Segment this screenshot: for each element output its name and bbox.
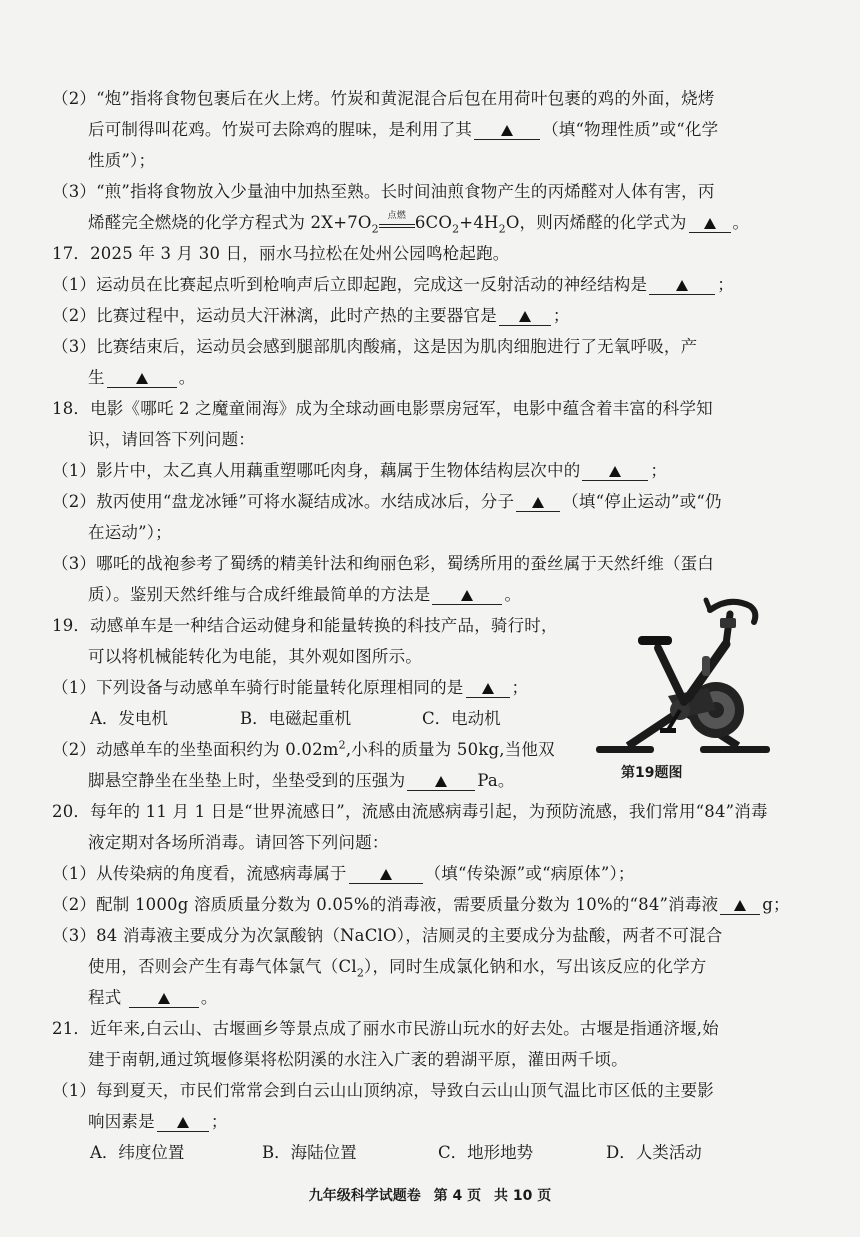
option-b: B．电磁起重机 [240, 709, 352, 728]
answer-blank[interactable] [689, 214, 731, 233]
q18-stem-line2: 识，请回答下列问题： [88, 430, 255, 449]
answer-blank[interactable] [407, 772, 475, 791]
q19-part1: （1）下列设备与动感单车骑行时能量转化原理相同的是 ； [52, 678, 529, 697]
answer-blank[interactable] [129, 989, 199, 1008]
q20-part3-line1: （3）84 消毒液主要成分为次氯酸钠（NaClO），洁厕灵的主要成分为盐酸，两者不可混合 [52, 926, 723, 945]
page-footer [0, 1185, 860, 1205]
q20-stem-line2: 液定期对各场所消毒。请回答下列问题： [88, 833, 389, 852]
triangle-marker-icon [609, 466, 621, 477]
answer-blank[interactable] [466, 679, 510, 698]
q19-part2-line1: （2）动感单车的坐垫面积约为 $0.02m^2$,小科的质量为 50kg,当他双 [52, 738, 555, 759]
triangle-marker-icon [380, 869, 392, 880]
option-c: C．电动机 [422, 709, 501, 728]
triangle-marker-icon [177, 1117, 189, 1128]
q19-stem-line1: 19．动感单车是一种结合运动健身和能量转换的科技产品，骑行时， [52, 616, 558, 635]
q21-stem-line1: 21．近年来,白云山、古堰画乡等景点成了丽水市民游山玩水的好去处。古堰是指通济堰,始 [52, 1019, 719, 1038]
answer-blank[interactable] [649, 276, 715, 295]
triangle-marker-icon [482, 683, 494, 694]
answer-blank[interactable] [499, 307, 551, 326]
triangle-marker-icon [158, 993, 170, 1004]
q20-part3-line3: 程式 。 [88, 988, 218, 1007]
footer-total-pages: 共 10 页 [494, 1188, 552, 1204]
answer-blank[interactable] [720, 896, 760, 915]
q17-part3-line1: （3）比赛结束后，运动员会感到腿部肌肉酸痛，这是因为肌肉细胞进行了无氧呼吸，产 [52, 337, 698, 356]
q21-options [90, 1142, 702, 1164]
q18-stem-line1: 18．电影《哪吒 2 之魔童闹海》成为全球动画电影票房冠军，电影中蕴含着丰富的科学知 [52, 399, 713, 418]
q18-part3-line1: （3）哪吒的战袍参考了蜀绣的精美针法和绚丽色彩，蜀绣所用的蚕丝属于天然纤维（蛋白 [52, 554, 714, 573]
triangle-marker-icon [734, 900, 746, 911]
answer-blank[interactable] [432, 586, 502, 605]
q21-part1-line1: （1）每到夏天，市民们常常会到白云山山顶纳凉，导致白云山山顶气温比市区低的主要影 [52, 1081, 714, 1100]
reaction-arrow: 点燃 [379, 215, 415, 228]
answer-blank[interactable] [349, 865, 423, 884]
footer-page-number: 第 4 页 [433, 1188, 482, 1204]
q18-part2-line1: （2）敖丙使用“盘龙冰锤”可将水凝结成冰。水结成冰后，分子 （填“停止运动”或“仍 [52, 492, 722, 511]
answer-blank[interactable] [582, 462, 648, 481]
q16-part3-equation-line: 烯醛完全燃烧的化学方程式为 $2X+7O_2$ 点燃 $6CO_2+4H_2O$，则丙烯醛的化学式为 。 [88, 211, 750, 236]
q21-stem-line2: 建于南朝,通过筑堰修渠将松阴溪的水注入广袤的碧湖平原，灌田两千顷。 [88, 1050, 628, 1069]
answer-blank[interactable] [474, 121, 540, 140]
triangle-marker-icon [704, 218, 716, 229]
q20-part3-line2: 使用，否则会产生有毒气体氯气$(Cl_2)$，同时生成氯化钠和水，写出该反应的化学方 [88, 957, 707, 980]
triangle-marker-icon [676, 280, 688, 291]
q20-part2: （2）配制 1000g 溶质质量分数为 0.05%的消毒液，需要质量分数为 10%的“84”消毒液 g； [52, 895, 790, 914]
triangle-marker-icon [519, 311, 531, 322]
q16-part3-line1: （3）“煎”指将食物放入少量油中加热至熟。长时间油煎食物产生的丙烯醛对人体有害，丙 [52, 182, 715, 201]
answer-blank[interactable] [157, 1113, 209, 1132]
triangle-marker-icon [501, 125, 513, 136]
q20-part1: （1）从传染病的角度看，流感病毒属于 （填“传染源”或“病原体”）； [52, 864, 635, 883]
q16-part2-line2: 后可制得叫花鸡。竹炭可去除鸡的腥味，是利用了其 （填“物理性质”或“化学 [88, 120, 719, 139]
q20-stem-line1: 20．每年的 11 月 1 日是“世界流感日”，流感由流感病毒引起，为预防流感，我们常用“84”消毒 [52, 802, 768, 821]
triangle-marker-icon [435, 776, 447, 787]
option-b: B．海陆位置 [262, 1143, 357, 1162]
q17-part2: （2）比赛过程中，运动员大汗淋漓，此时产热的主要器官是 ； [52, 306, 570, 325]
option-d: D．人类活动 [606, 1143, 702, 1162]
q19-part2-line2: 脚悬空静坐在坐垫上时，坐垫受到的压强为 Pa。 [88, 771, 515, 790]
q17-part1: （1）运动员在比赛起点听到枪响声后立即起跑，完成这一反射活动的神经结构是 ； [52, 275, 734, 294]
q16-part2-line1: （2）“炮”指将食物包裹后在火上烤。竹炭和黄泥混合后包在用荷叶包裹的鸡的外面，烧烤 [52, 89, 715, 108]
q16-part2-line3: 性质”）； [88, 151, 156, 170]
q19-stem-line2: 可以将机械能转化为电能，其外观如图所示。 [88, 647, 422, 666]
figure-caption: 第19题图 [621, 765, 683, 781]
exercise-bike-figure [588, 592, 776, 764]
q19-options [90, 708, 501, 730]
q18-part2-line2: 在运动”）； [88, 523, 172, 542]
answer-blank[interactable] [516, 493, 560, 512]
q21-part1-line2: 响因素是 ； [88, 1112, 228, 1131]
triangle-marker-icon [461, 590, 473, 601]
answer-blank[interactable] [107, 369, 177, 388]
q18-part1: （1）影片中，太乙真人用藕重塑哪吒肉身，藕属于生物体结构层次中的 ； [52, 461, 668, 480]
q18-part3-line2: 质）。鉴别天然纤维与合成纤维最简单的方法是 。 [88, 585, 522, 604]
triangle-marker-icon [532, 497, 544, 508]
option-a: A．纬度位置 [90, 1143, 185, 1162]
q17-stem: 17．2025 年 3 月 30 日，丽水马拉松在处州公园鸣枪起跑。 [52, 244, 510, 263]
option-c: C．地形地势 [438, 1143, 534, 1162]
footer-title: 九年级科学试题卷 [308, 1188, 421, 1204]
q17-part3-line2: 生 。 [88, 368, 196, 387]
triangle-marker-icon [136, 373, 148, 384]
option-a: A．发电机 [90, 709, 168, 728]
